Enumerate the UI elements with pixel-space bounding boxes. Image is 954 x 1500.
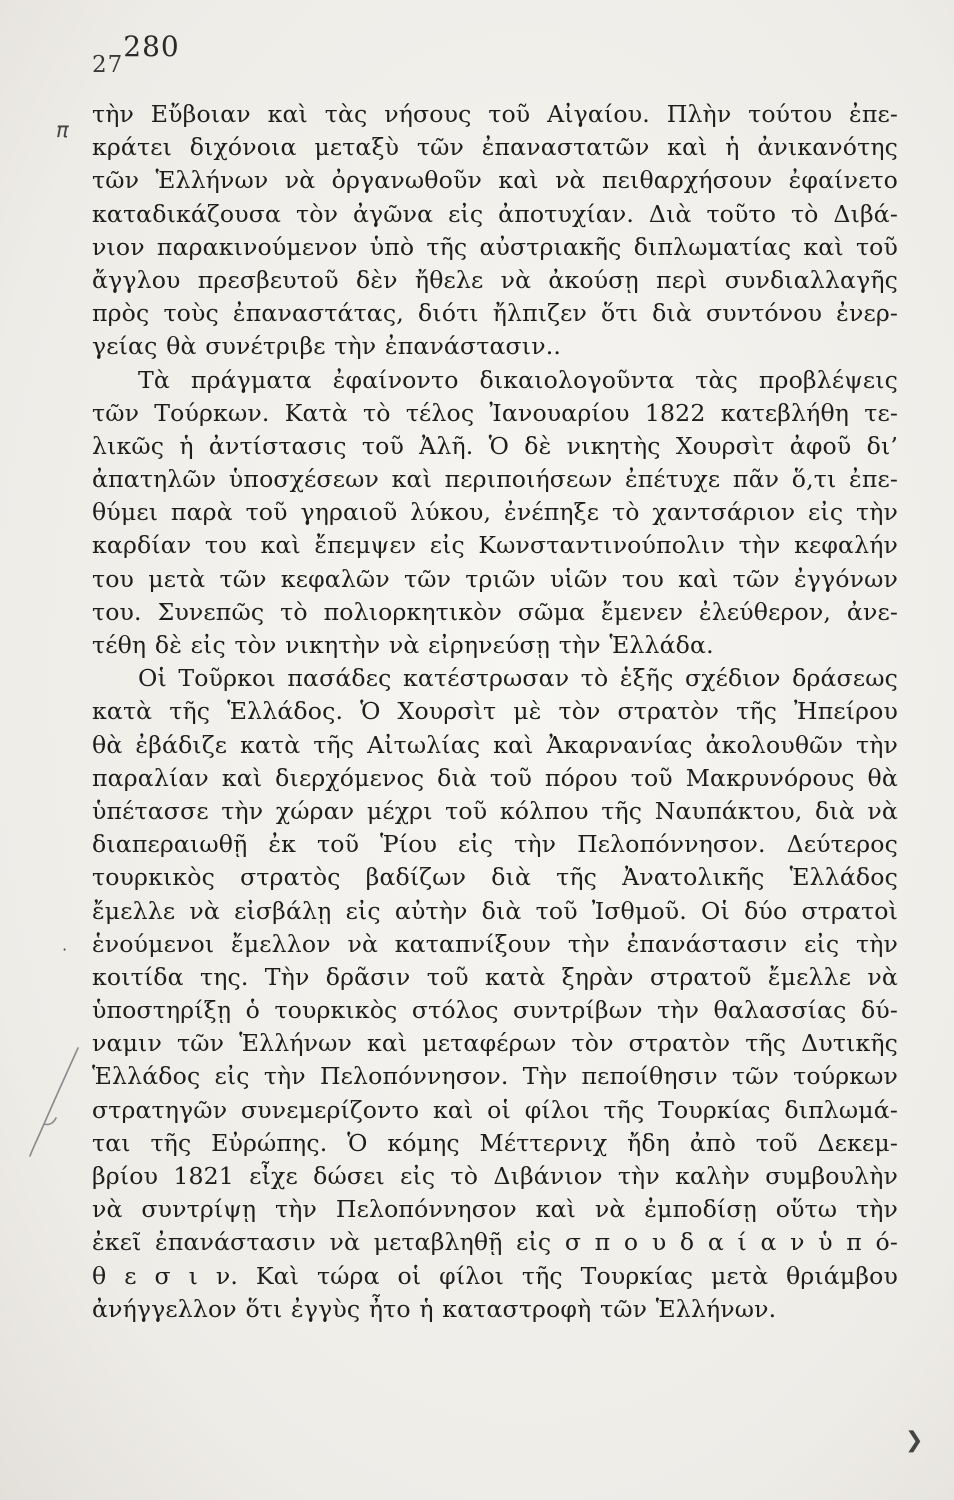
text-line: νὰ συντρίψῃ τὴν Πελοπόννησον καὶ νὰ ἐμποδίσῃ οὕτω τὴν — [92, 1195, 898, 1224]
page-number: 280 — [123, 30, 180, 63]
text-line: του μετὰ τῶν κεφαλῶν τῶν τριῶν υἱῶν του καὶ τῶν ἐγγόνων — [92, 564, 898, 593]
text-line: νιον παρακινούμενον ὑπὸ τῆς αὐστριακῆς διπλωματίας καὶ τοῦ — [92, 232, 898, 261]
text-line: ἐκεῖ ἐπανάστασιν νὰ μεταβληθῇ εἰς σ π ο υ δ α ί α ν ὑ π ό- — [92, 1228, 898, 1257]
text-line: θύμει παρὰ τοῦ γηραιοῦ λύκου, ἐνέπηξε τὸ χαντσάριον εἰς τὴν — [92, 498, 898, 527]
text-line: πρὸς τοὺς ἐπαναστάτας, διότι ἤλπιζεν ὅτι διὰ συντόνου ἐνερ- — [92, 299, 898, 328]
handwritten-page-number: 27 — [92, 52, 124, 78]
text-line: Τὰ πράγματα ἐφαίνοντο δικαιολογοῦντα τὰς προβλέψεις — [138, 365, 898, 394]
text-line: Ἑλλάδος εἰς τὴν Πελοπόννησον. Τὴν πεποίθησιν τῶν τούρκων — [92, 1062, 898, 1091]
text-line: καρδίαν του καὶ ἔπεμψεν εἰς Κωνσταντινούπολιν τὴν κεφαλήν — [92, 531, 898, 560]
text-line: τῶν Τούρκων. Κατὰ τὸ τέλος Ἰανουαρίου 1822 κατεβλήθη τε- — [92, 398, 898, 427]
text-line: θ ε σ ι ν. Καὶ τώρα οἱ φίλοι τῆς Τουρκίας μετὰ θριάμβου — [92, 1261, 898, 1290]
text-line: του. Συνεπῶς τὸ πολιορκητικὸν σῶμα ἔμενεν ἐλεύθερον, ἀνε- — [92, 597, 898, 626]
text-line: τουρκικὸς στρατὸς βαδίζων διὰ τῆς Ἀνατολικῆς Ἑλλάδος — [92, 863, 898, 892]
text-line: τῶν Ἑλλήνων νὰ ὀργανωθοῦν καὶ νὰ πειθαρχήσουν ἐφαίνετο — [92, 166, 898, 195]
text-line: παραλίαν καὶ διερχόμενος διὰ τοῦ πόρου τοῦ Μακρυνόρους θὰ — [92, 763, 898, 792]
text-line: ὑπέτασσε τὴν χώραν μέχρι τοῦ κόλπου τῆς Ναυπάκτου, διὰ νὰ — [92, 796, 898, 825]
text-line: κοιτίδα της. Τὴν δρᾶσιν τοῦ κατὰ ξηρὰν στρατοῦ ἔμελλε νὰ — [92, 962, 898, 991]
end-mark: ❯ — [905, 1428, 924, 1453]
text-line: ἔμελλε νὰ εἰσβάλῃ εἰς αὐτὴν διὰ τοῦ Ἰσθμοῦ. Οἱ δύο στρατοὶ — [92, 896, 898, 925]
text-line: στρατηγῶν συνεμερίζοντο καὶ οἱ φίλοι τῆς Τουρκίας διπλωμά- — [92, 1095, 898, 1124]
text-line: ναμιν τῶν Ἑλλήνων καὶ μεταφέρων τὸν στρατὸν τῆς Δυτικῆς — [92, 1029, 898, 1058]
page-header — [92, 30, 180, 78]
text-line: θὰ ἐβάδιζε κατὰ τῆς Αἰτωλίας καὶ Ἀκαρνανίας ἀκολουθῶν τὴν — [92, 730, 898, 759]
text-line: βρίου 1821 εἶχε δώσει εἰς τὸ Διβάνιον τὴν καλὴν συμβουλὴν — [92, 1162, 898, 1190]
text-line: τέθη δὲ εἰς τὸν νικητὴν νὰ εἰρηνεύσῃ τὴν Ἑλλάδα. — [92, 631, 714, 659]
text-line: τὴν Εὔβοιαν καὶ τὰς νήσους τοῦ Αἰγαίου. Πλὴν τούτου ἐπε- — [92, 100, 898, 128]
text-line: ἀπατηλῶν ὑποσχέσεων καὶ περιποιήσεων ἐπέτυχε πᾶν ὅ,τι ἐπε- — [92, 465, 898, 494]
body-text — [92, 98, 898, 1326]
text-line: ἀνήγγελλον ὅτι ἐγγὺς ἦτο ἡ καταστροφὴ τῶν Ἑλλήνων. — [92, 1294, 777, 1323]
margin-pi-mark: π — [56, 118, 69, 142]
text-line: καταδικάζουσα τὸν ἀγῶνα εἰς ἀποτυχίαν. Διὰ τοῦτο τὸ Διβά- — [92, 199, 898, 228]
text-line: ἑνούμενοι ἔμελλον νὰ καταπνίξουν τὴν ἐπανάστασιν εἰς τὴν — [92, 929, 898, 958]
text-line: γείας θὰ συνέτριβε τὴν ἐπανάστασιν.. — [92, 332, 562, 361]
text-line: λικῶς ἡ ἀντίστασις τοῦ Ἀλῆ. Ὁ δὲ νικητὴς Χουρσὶτ ἀφοῦ δι’ — [92, 431, 898, 460]
margin-dot-mark: · — [62, 940, 68, 959]
text-line: κατὰ τῆς Ἑλλάδος. Ὁ Χουρσὶτ μὲ τὸν στρατὸν τῆς Ἠπείρου — [92, 697, 898, 726]
text-line: διαπεραιωθῇ ἐκ τοῦ Ῥίου εἰς τὴν Πελοπόννησον. Δεύτερος — [92, 830, 898, 859]
text-line: ὑποστηρίξῃ ὁ τουρκικὸς στόλος συντρίβων τὴν θαλασσίας δύ- — [92, 996, 898, 1025]
text-line: ἄγγλου πρεσβευτοῦ δὲν ἤθελε νὰ ἀκούσῃ περὶ συνδιαλλαγῆς — [92, 265, 898, 294]
text-line: κράτει διχόνοια μεταξὺ τῶν ἐπαναστατῶν καὶ ἡ ἀνικανότης — [92, 133, 898, 162]
pencil-scribble-icon — [20, 1040, 90, 1160]
text-line: Οἱ Τοῦρκοι πασάδες κατέστρωσαν τὸ ἑξῆς σχέδιον δράσεως — [138, 664, 898, 693]
text-line: ται τῆς Εὐρώπης. Ὁ κόμης Μέττερνιχ ἤδη ἀπὸ τοῦ Δεκεμ- — [92, 1128, 898, 1157]
